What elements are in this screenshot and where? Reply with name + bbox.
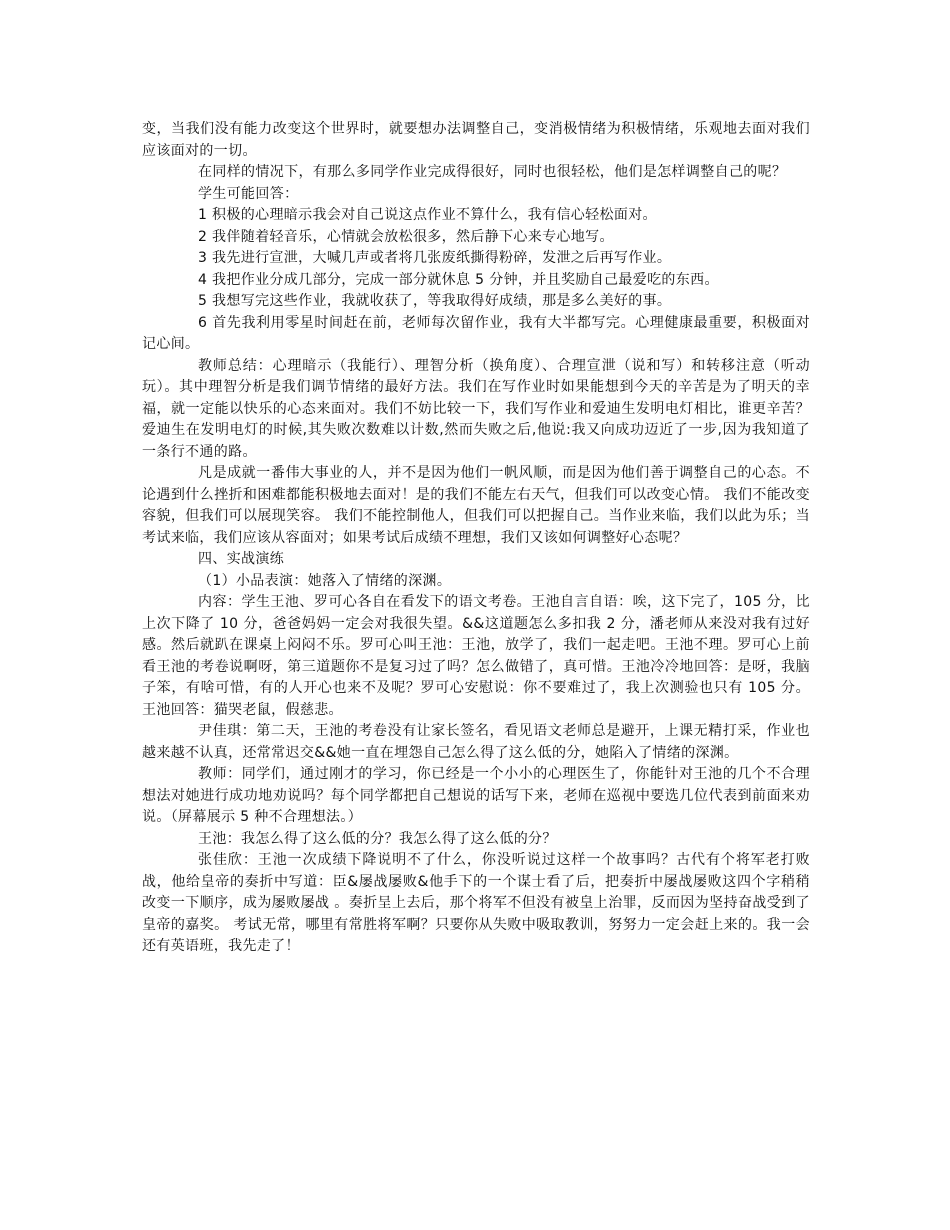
list-item: 4 我把作业分成几部分，完成一部分就休息 5 分钟，并且奖励自己最爱吃的东西。 — [198, 271, 719, 288]
list-item: 1 积极的心理暗示我会对自己说这点作业不算什么，我有信心轻松面对。 — [198, 207, 657, 223]
list-item: 6 首先我利用零星时间赶在前，老师每次留作业，我有大半都写完。心理健康最重要，积极面对记心间。 — [142, 314, 810, 352]
document-body — [142, 119, 810, 958]
list-item: 3 我先进行宣泄，大喊几声或者将几张废纸撕得粉碎，发泄之后再写作业。 — [198, 250, 672, 266]
subsection-heading: （1）小品表演：她落入了情绪的深渊。 — [198, 572, 452, 589]
list-item: 5 我想写完这些作业，我就收获了，等我取得好成绩，那是多么美好的事。 — [198, 293, 672, 309]
paragraph: 学生可能回答： — [198, 185, 299, 202]
paragraph: 凡是成就一番伟大事业的人，并不是因为他们一帆风顺，而是因为他们善于调整自己的心态。不论遇到什么挫折和困难都能积极地去面对！是的我们不能左右天气，但我们可以改变心情。 我们不能改变容貌，但我们可以展现笑容。 我们不能控制他人，但我们可以把握自己。当作业来临，我们以此为乐；当考试来临，我们应该从容面对；如果考试后成绩不理想，我们又该如何调整好心态呢？ — [142, 465, 810, 546]
paragraph: 张佳欣：王池一次成绩下降说明不了什么，你没听说过这样一个故事吗？古代有个将军老打败战，他给皇帝的奏折中写道：臣&屡战屡败&他手下的一个谋士看了后，把奏折中屡战屡败这四个字稍稍改变一下顺序，成为屡败屡战 。奏折呈上去后，那个将军不但没有被皇上治罪，反而因为坚持奋战受到了皇帝的嘉奖。 考试无常，哪里有常胜将军啊？只要你从失败中吸取教训，努努力一定会赶上来的。我一会还有英语班，我先走了！ — [142, 852, 810, 954]
paragraph: 王池：我怎么得了这么低的分？我怎么得了这么低的分？ — [198, 830, 557, 847]
paragraph: 教师：同学们，通过刚才的学习，你已经是一个小小的心理医生了，你能针对王池的几个不合理想法对她进行成功地劝说吗？每个同学都把自己想说的话写下来，老师在巡视中要选几位代表到前面来劝说。（屏幕展示 5 种不合理想法。） — [142, 766, 810, 825]
paragraph: 尹佳琪：第二天，王池的考卷没有让家长签名，看见语文老师总是避开，上课无精打采，作业也越来越不认真，还常常迟交&&她一直在埋怨自己怎么得了这么低的分，她陷入了情绪的深渊。 — [142, 723, 810, 761]
paragraph: 变，当我们没有能力改变这个世界时，就要想办法调整自己，变消极情绪为积极情绪，乐观地去面对我们应该面对的一切。 — [142, 121, 810, 159]
paragraph: 内容：学生王池、罗可心各自在看发下的语文考卷。王池自言自语：唉，这下完了，105 分，比上次下降了 10 分，爸爸妈妈一定会对我很失望。&&这道题怎么多扣我 2 分，潘老师从来没对我有过好感。然后就趴在课桌上闷闷不乐。罗可心叫王池：王池，放学了，我们一起走吧。王池不理。罗可心上前看王池的考卷说啊呀，第三道题你不是复习过了吗？怎么做错了，真可惜。王池冷冷地回答：是呀，我脑子笨，有啥可惜，有的人开心也来不及呢？罗可心安慰说：你不要难过了，我上次测验也只有 105 分。王池回答：猫哭老鼠，假慈悲。 — [142, 594, 810, 718]
section-heading: 四、实战演练 — [198, 551, 285, 567]
paragraph: 教师总结：心理暗示（我能行）、理智分析（换角度）、合理宣泄（说和写）和转移注意（听动玩）。其中理智分析是我们调节情绪的最好方法。我们在写作业时如果能想到今天的辛苦是为了明天的幸福，就一定能以快乐的心态来面对。我们不妨比较一下，我们写作业和爱迪生发明电灯相比，谁更辛苦？爱迪生在发明电灯的时候,其失败次数难以计数,然而失败之后,他说:我又向成功迈近了一步,因为我知道了一条行不通的路。 — [142, 357, 810, 460]
paragraph: 在同样的情况下，有那么多同学作业完成得很好，同时也很轻松，他们是怎样调整自己的呢？ — [198, 164, 787, 180]
list-item: 2 我伴随着轻音乐，心情就会放松很多，然后静下心来专心地写。 — [198, 228, 614, 245]
